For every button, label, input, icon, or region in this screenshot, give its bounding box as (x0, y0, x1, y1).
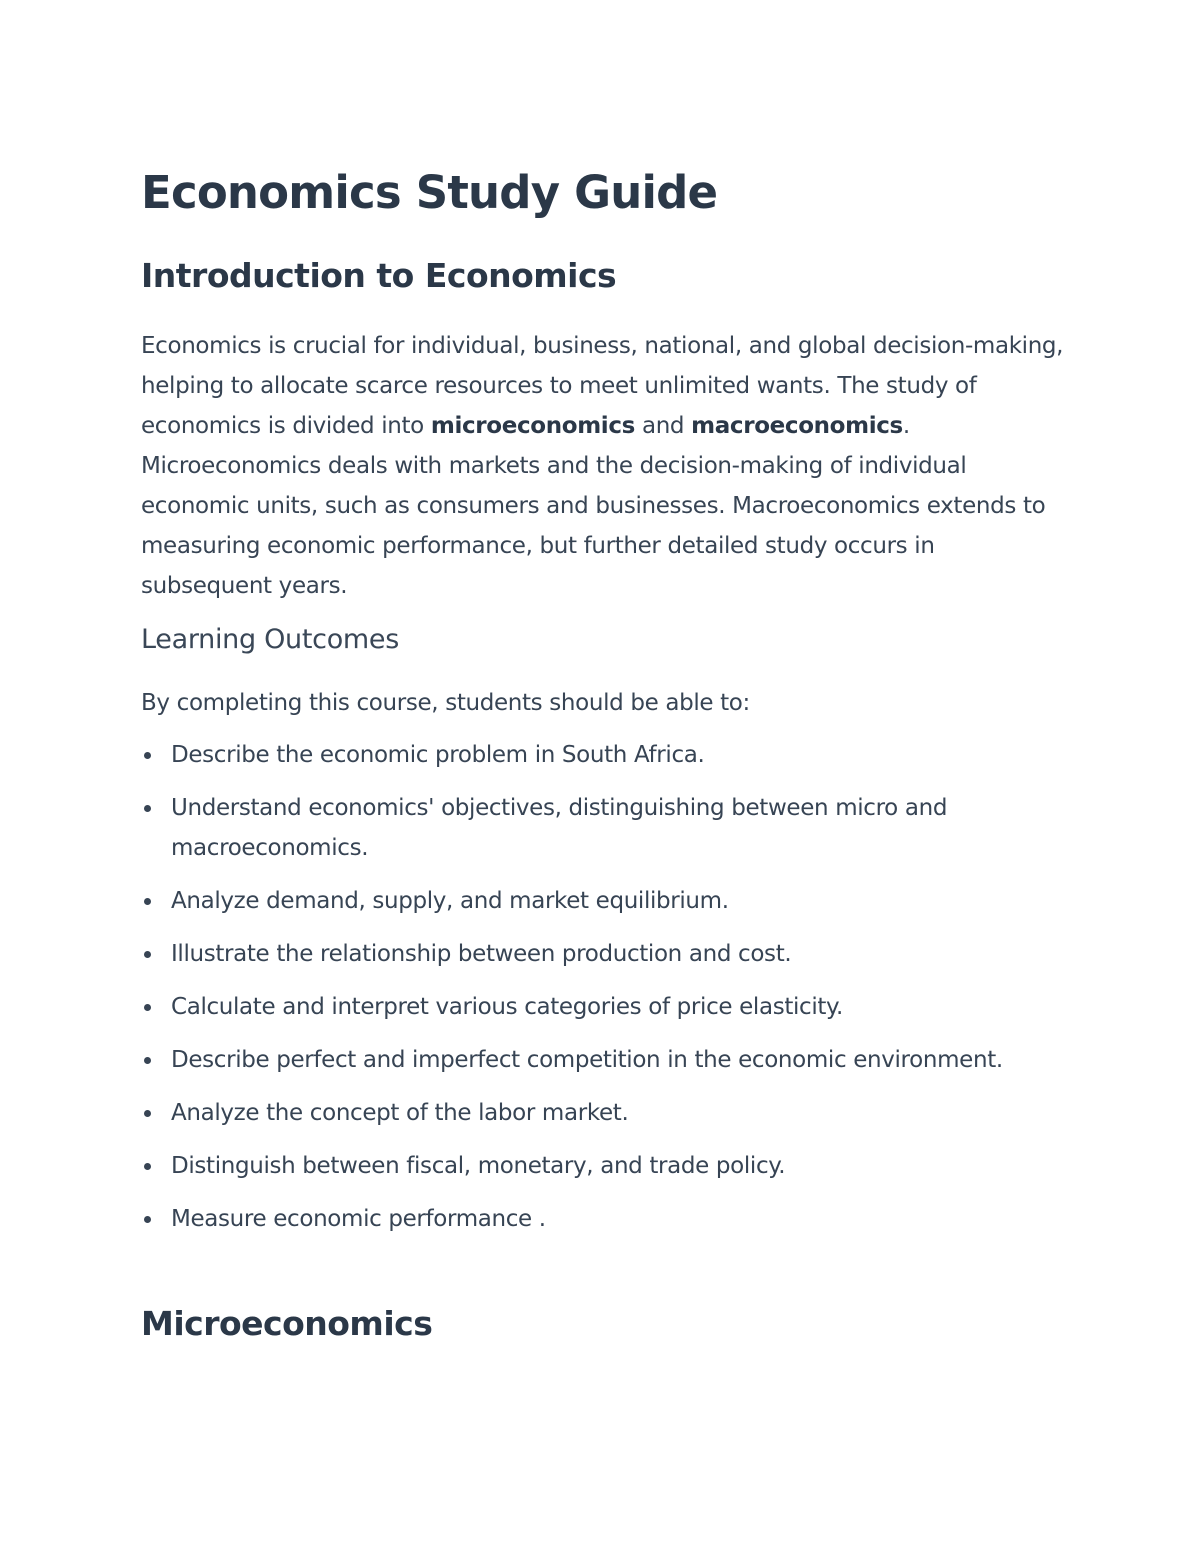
list-item-text: Describe the economic problem in South Africa. (171, 742, 705, 768)
list-item-text: Calculate and interpret various categories of price elasticity. (171, 994, 844, 1020)
list-item (141, 1146, 1061, 1186)
bullet-icon (144, 1110, 151, 1117)
introduction-text-part-3: . Microeconomics deals with markets and the decision-making of individual economic units, such as consumers and businesses. Macroeconomics extends to measuring economic performance, but further detailed study occurs in subsequent years. (141, 413, 1046, 599)
list-item-text: Illustrate the relationship between production and cost. (171, 941, 792, 967)
list-item-text: Analyze the concept of the labor market. (171, 1100, 629, 1126)
term-microeconomics: microeconomics (430, 413, 635, 439)
bullet-icon (144, 752, 151, 759)
document-title: Economics Study Guide (141, 166, 718, 219)
bullet-icon (144, 1004, 151, 1011)
introduction-text-part-2: and (634, 413, 692, 439)
list-item-text: Measure economic performance . (171, 1206, 546, 1232)
section-heading-introduction: Introduction to Economics (141, 256, 617, 295)
list-item-text: Describe perfect and imperfect competition in the economic environment. (171, 1047, 1003, 1073)
list-item (141, 1199, 1061, 1239)
introduction-text-part-1: Economics is crucial for individual, business, national, and global decision-making, helping to allocate scarce resources to meet unlimited wants. The study of economics is divided into (141, 333, 1064, 439)
list-item-text: Understand economics' objectives, distinguishing between micro and macroeconomics. (171, 795, 948, 861)
term-macroeconomics: macroeconomics (691, 413, 903, 439)
bullet-icon (144, 1057, 151, 1064)
section-heading-microeconomics: Microeconomics (141, 1304, 433, 1343)
list-item-text: Analyze demand, supply, and market equilibrium. (171, 888, 729, 914)
learning-outcomes-lead: By completing this course, students should be able to: (141, 690, 750, 716)
bullet-icon (144, 1216, 151, 1223)
learning-outcomes-list (141, 735, 1061, 1252)
bullet-icon (144, 1163, 151, 1170)
bullet-icon (144, 951, 151, 958)
introduction-paragraph (141, 326, 1071, 606)
list-item (141, 987, 1061, 1027)
list-item (141, 788, 1061, 868)
list-item (141, 934, 1061, 974)
bullet-icon (144, 898, 151, 905)
bullet-icon (144, 805, 151, 812)
list-item (141, 1093, 1061, 1133)
list-item (141, 881, 1061, 921)
list-item (141, 735, 1061, 775)
list-item-text: Distinguish between fiscal, monetary, and trade policy. (171, 1153, 786, 1179)
list-item (141, 1040, 1061, 1080)
section-heading-learning-outcomes: Learning Outcomes (141, 624, 399, 655)
